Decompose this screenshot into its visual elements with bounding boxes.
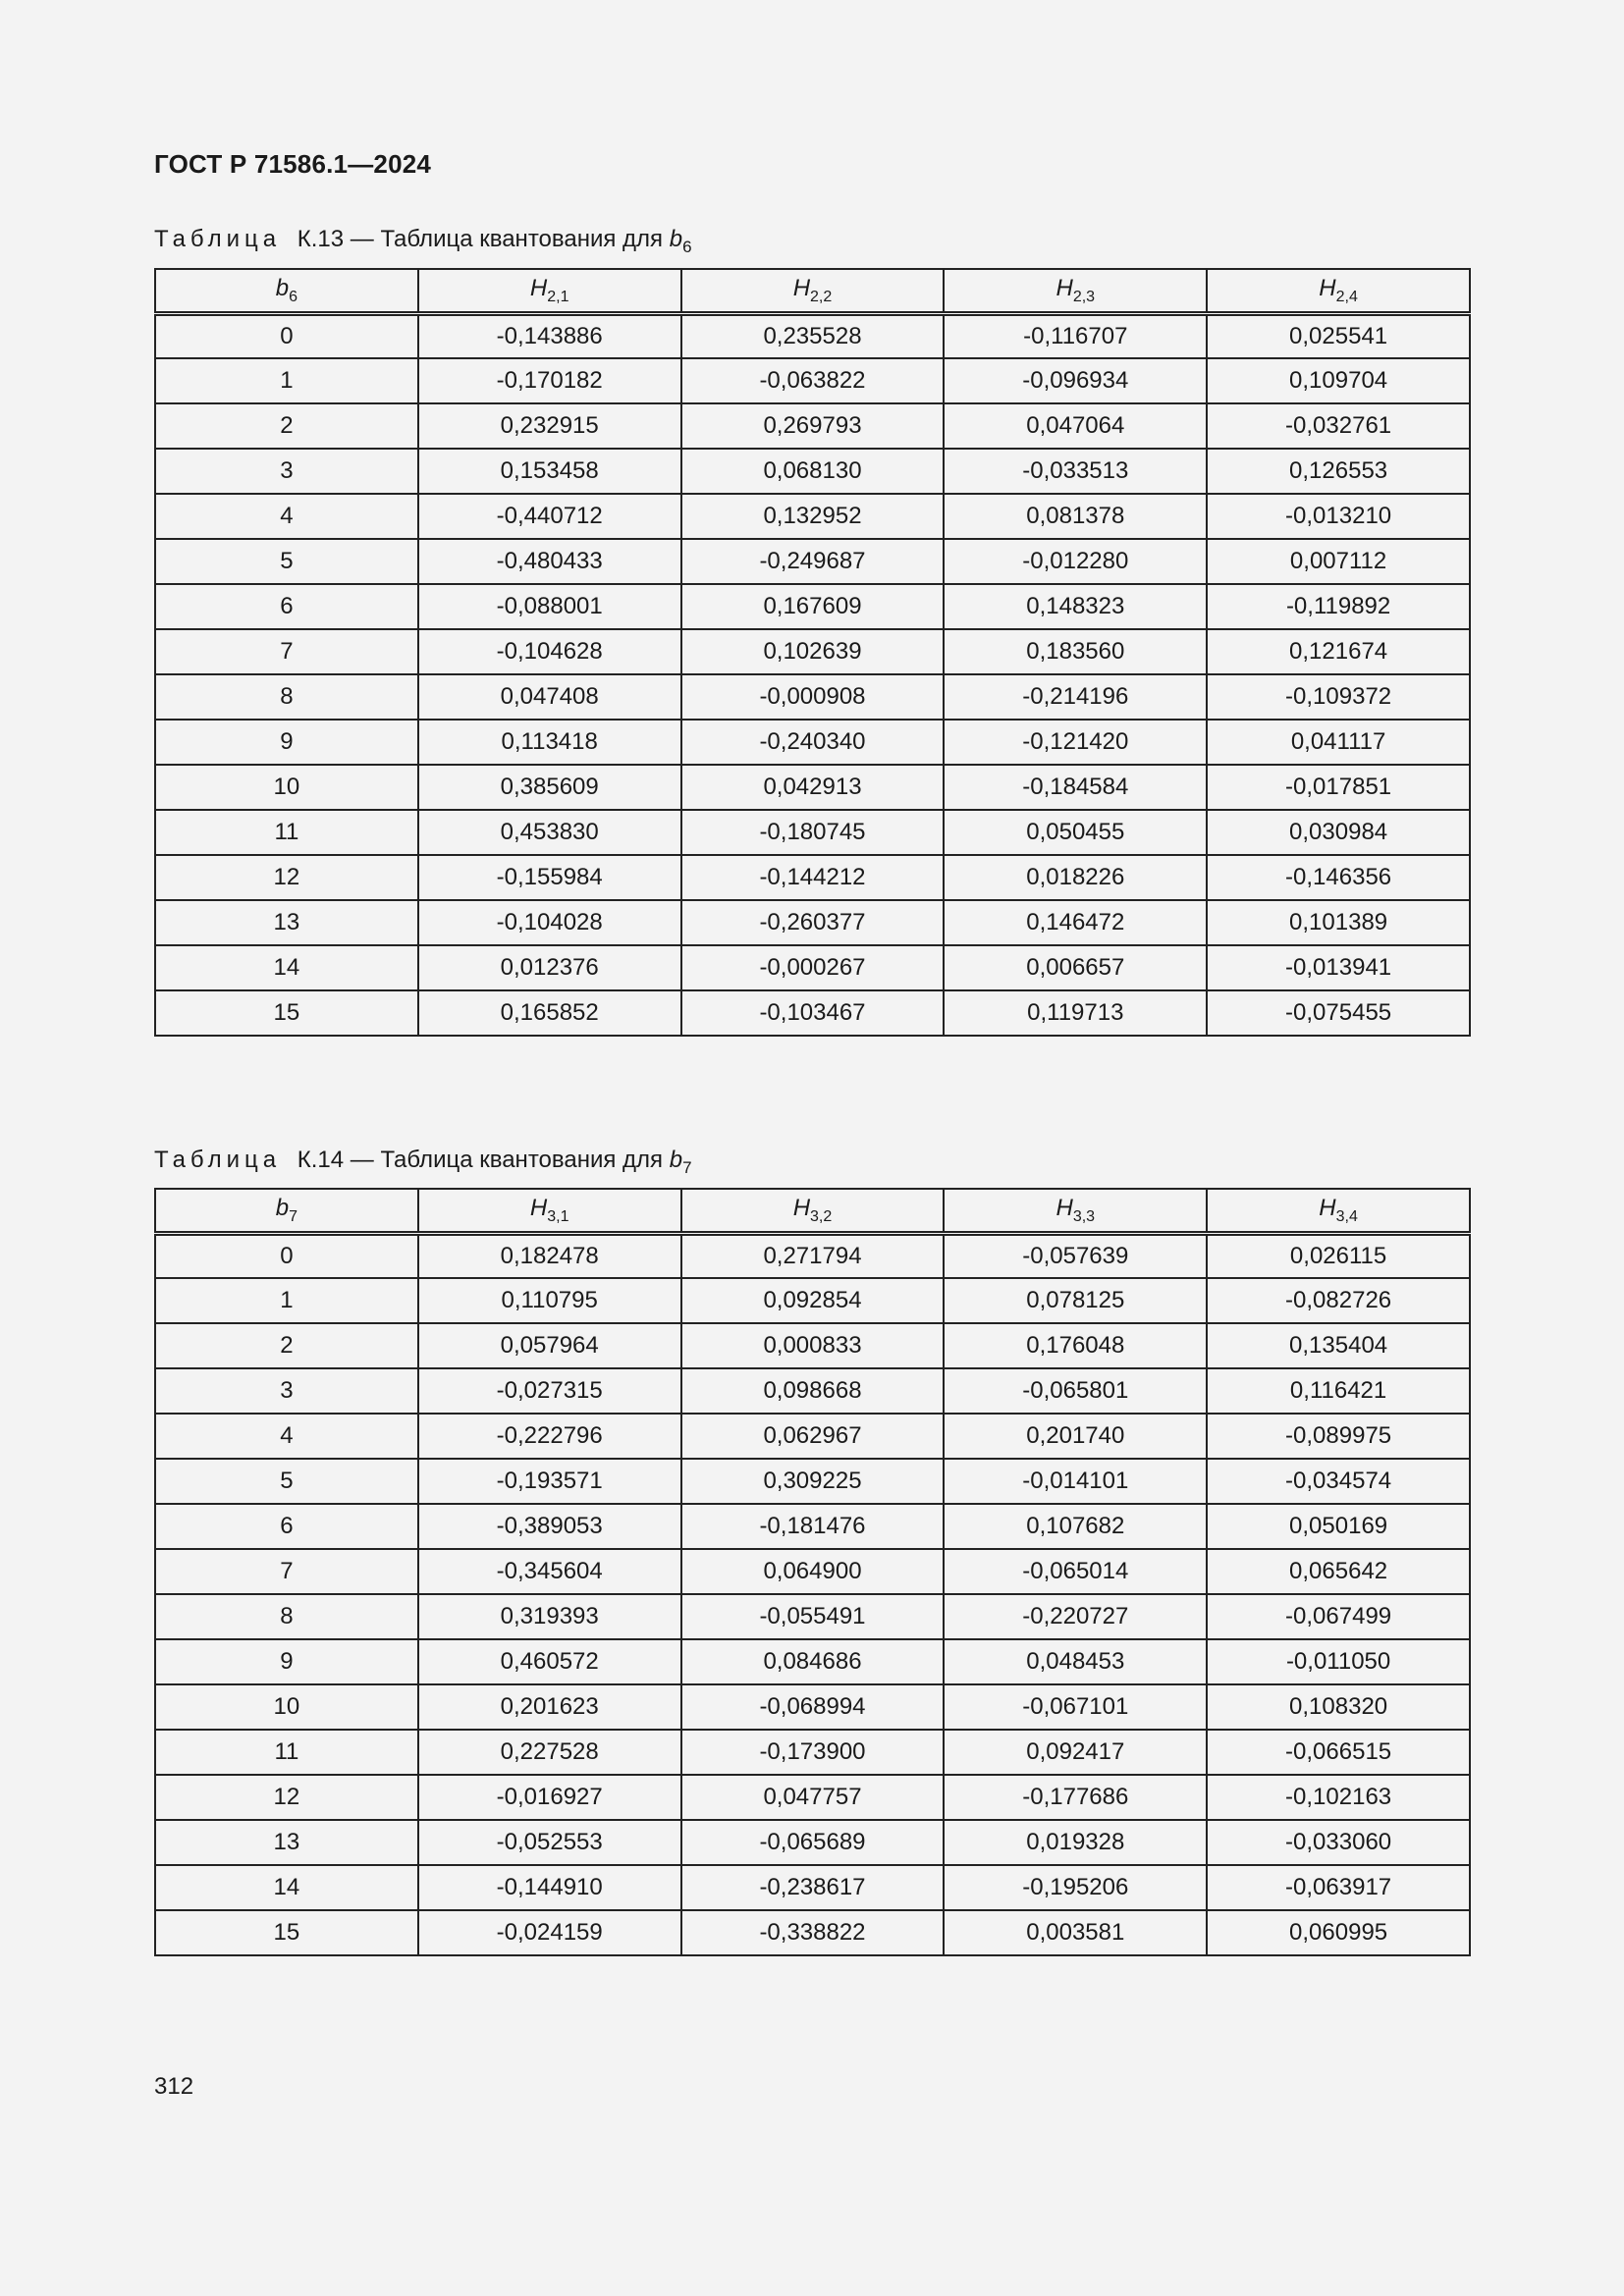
table-row (155, 1278, 1470, 1323)
column-header-subscript: 3,2 (810, 1207, 833, 1225)
value-cell: 0,065642 (1207, 1549, 1470, 1594)
table-row (155, 1820, 1470, 1865)
value-cell: 0,232915 (418, 403, 681, 449)
column-header-subscript: 2,2 (810, 288, 833, 305)
table-row (155, 1865, 1470, 1910)
value-cell: -0,000267 (681, 945, 945, 990)
value-cell: 0,132952 (681, 494, 945, 539)
table-row (155, 945, 1470, 990)
value-cell: 0,062967 (681, 1414, 945, 1459)
value-cell: 0,309225 (681, 1459, 945, 1504)
index-cell: 4 (155, 494, 418, 539)
table-k14 (154, 1188, 1471, 1956)
value-cell: -0,055491 (681, 1594, 945, 1639)
table-row (155, 720, 1470, 765)
table-row (155, 900, 1470, 945)
column-header (1207, 1189, 1470, 1233)
table-row (155, 449, 1470, 494)
column-header-symbol: H (1319, 1194, 1336, 1221)
value-cell: 0,102639 (681, 629, 945, 674)
table-k14-caption (154, 1147, 692, 1178)
column-header-symbol: H (792, 274, 811, 301)
value-cell: 0,057964 (418, 1323, 681, 1368)
value-cell: 0,030984 (1207, 810, 1470, 855)
value-cell: -0,024159 (418, 1910, 681, 1955)
table-row (155, 1910, 1470, 1955)
value-cell: 0,081378 (944, 494, 1207, 539)
column-header-subscript: 3,4 (1335, 1207, 1358, 1225)
value-cell: 0,025541 (1207, 313, 1470, 358)
value-cell: -0,103467 (681, 990, 945, 1036)
table-header-row (155, 1189, 1470, 1233)
table-k13-caption (154, 226, 692, 257)
column-header-symbol: H (1056, 1194, 1073, 1221)
value-cell: -0,032761 (1207, 403, 1470, 449)
table-row (155, 990, 1470, 1036)
column-header (155, 1189, 418, 1233)
value-cell: -0,065801 (944, 1368, 1207, 1414)
value-cell: -0,260377 (681, 900, 945, 945)
value-cell: 0,113418 (418, 720, 681, 765)
value-cell: 0,026115 (1207, 1233, 1470, 1278)
value-cell: -0,012280 (944, 539, 1207, 584)
value-cell: -0,013941 (1207, 945, 1470, 990)
column-header-subscript: 2,3 (1072, 288, 1096, 305)
index-cell: 8 (155, 1594, 418, 1639)
column-header-subscript: 3,1 (547, 1207, 569, 1225)
value-cell: 0,460572 (418, 1639, 681, 1684)
value-cell: -0,034574 (1207, 1459, 1470, 1504)
value-cell: 0,146472 (944, 900, 1207, 945)
value-cell: -0,177686 (944, 1775, 1207, 1820)
value-cell: 0,121674 (1207, 629, 1470, 674)
value-cell: -0,000908 (681, 674, 945, 720)
value-cell: -0,014101 (944, 1459, 1207, 1504)
index-cell: 13 (155, 1820, 418, 1865)
value-cell: -0,345604 (418, 1549, 681, 1594)
table-row (155, 584, 1470, 629)
value-cell: 0,148323 (944, 584, 1207, 629)
value-cell: 0,153458 (418, 449, 681, 494)
table-row (155, 1730, 1470, 1775)
value-cell: 0,126553 (1207, 449, 1470, 494)
value-cell: -0,109372 (1207, 674, 1470, 720)
value-cell: -0,173900 (681, 1730, 945, 1775)
column-header-symbol: H (792, 1194, 811, 1221)
index-cell: 8 (155, 674, 418, 720)
table-row (155, 494, 1470, 539)
index-cell: 7 (155, 629, 418, 674)
value-cell: 0,235528 (681, 313, 945, 358)
value-cell: -0,104628 (418, 629, 681, 674)
value-cell: -0,184584 (944, 765, 1207, 810)
value-cell: -0,214196 (944, 674, 1207, 720)
caption-symbol-sub: 7 (682, 1158, 692, 1177)
value-cell: 0,006657 (944, 945, 1207, 990)
column-header-subscript: 6 (289, 288, 298, 305)
table-row (155, 403, 1470, 449)
index-cell: 12 (155, 1775, 418, 1820)
column-header-subscript: 3,3 (1072, 1207, 1096, 1225)
column-header (681, 269, 945, 313)
table-row (155, 1549, 1470, 1594)
value-cell: -0,033060 (1207, 1820, 1470, 1865)
value-cell: -0,240340 (681, 720, 945, 765)
column-header-subscript: 2,1 (547, 288, 569, 305)
value-cell: 0,098668 (681, 1368, 945, 1414)
value-cell: -0,119892 (1207, 584, 1470, 629)
index-cell: 5 (155, 1459, 418, 1504)
value-cell: -0,220727 (944, 1594, 1207, 1639)
value-cell: -0,066515 (1207, 1730, 1470, 1775)
value-cell: 0,271794 (681, 1233, 945, 1278)
index-cell: 15 (155, 1910, 418, 1955)
table-row (155, 1639, 1470, 1684)
value-cell: 0,048453 (944, 1639, 1207, 1684)
index-cell: 15 (155, 990, 418, 1036)
value-cell: -0,121420 (944, 720, 1207, 765)
index-cell: 7 (155, 1549, 418, 1594)
value-cell: 0,201740 (944, 1414, 1207, 1459)
column-header-subscript: 2,4 (1335, 288, 1358, 305)
table-row (155, 1414, 1470, 1459)
index-cell: 11 (155, 1730, 418, 1775)
value-cell: 0,135404 (1207, 1323, 1470, 1368)
index-cell: 10 (155, 1684, 418, 1730)
value-cell: 0,047757 (681, 1775, 945, 1820)
value-cell: -0,057639 (944, 1233, 1207, 1278)
table-row (155, 1323, 1470, 1368)
value-cell: -0,075455 (1207, 990, 1470, 1036)
value-cell: 0,182478 (418, 1233, 681, 1278)
value-cell: 0,068130 (681, 449, 945, 494)
value-cell: -0,440712 (418, 494, 681, 539)
column-header (944, 1189, 1207, 1233)
value-cell: 0,019328 (944, 1820, 1207, 1865)
value-cell: 0,227528 (418, 1730, 681, 1775)
index-cell: 10 (155, 765, 418, 810)
value-cell: 0,385609 (418, 765, 681, 810)
caption-word: Таблица (154, 226, 282, 252)
table-row (155, 629, 1470, 674)
value-cell: 0,165852 (418, 990, 681, 1036)
index-cell: 3 (155, 1368, 418, 1414)
index-cell: 11 (155, 810, 418, 855)
value-cell: -0,222796 (418, 1414, 681, 1459)
value-cell: -0,027315 (418, 1368, 681, 1414)
value-cell: -0,067499 (1207, 1594, 1470, 1639)
value-cell: -0,063917 (1207, 1865, 1470, 1910)
value-cell: -0,068994 (681, 1684, 945, 1730)
index-cell: 14 (155, 1865, 418, 1910)
caption-text: К.14 — Таблица квантования для (297, 1147, 664, 1173)
caption-symbol-letter: b (669, 1147, 683, 1173)
value-cell: -0,146356 (1207, 855, 1470, 900)
document-header: ГОСТ Р 71586.1—2024 (154, 149, 432, 179)
value-cell: 0,092417 (944, 1730, 1207, 1775)
value-cell: -0,144910 (418, 1865, 681, 1910)
value-cell: -0,013210 (1207, 494, 1470, 539)
value-cell: -0,338822 (681, 1910, 945, 1955)
value-cell: -0,089975 (1207, 1414, 1470, 1459)
value-cell: 0,003581 (944, 1910, 1207, 1955)
column-header (418, 269, 681, 313)
value-cell: -0,082726 (1207, 1278, 1470, 1323)
table-header-row (155, 269, 1470, 313)
value-cell: 0,183560 (944, 629, 1207, 674)
index-cell: 0 (155, 313, 418, 358)
table-row (155, 1594, 1470, 1639)
column-header-subscript: 7 (289, 1207, 298, 1225)
value-cell: -0,389053 (418, 1504, 681, 1549)
value-cell: 0,041117 (1207, 720, 1470, 765)
value-cell: -0,144212 (681, 855, 945, 900)
value-cell: -0,052553 (418, 1820, 681, 1865)
value-cell: -0,155984 (418, 855, 681, 900)
column-header-symbol: H (529, 274, 548, 301)
table-k13 (154, 268, 1471, 1037)
value-cell: -0,170182 (418, 358, 681, 403)
caption-word: Таблица (154, 1147, 282, 1173)
table-row (155, 855, 1470, 900)
value-cell: -0,063822 (681, 358, 945, 403)
value-cell: -0,249687 (681, 539, 945, 584)
column-header-symbol: H (529, 1194, 548, 1221)
column-header-symbol: H (1319, 274, 1336, 301)
value-cell: -0,143886 (418, 313, 681, 358)
value-cell: -0,088001 (418, 584, 681, 629)
column-header (155, 269, 418, 313)
caption-symbol-letter: b (669, 226, 683, 252)
value-cell: 0,116421 (1207, 1368, 1470, 1414)
value-cell: 0,092854 (681, 1278, 945, 1323)
index-cell: 2 (155, 403, 418, 449)
value-cell: 0,060995 (1207, 1910, 1470, 1955)
value-cell: 0,269793 (681, 403, 945, 449)
caption-text: К.13 — Таблица квантования для (297, 226, 664, 252)
value-cell: 0,078125 (944, 1278, 1207, 1323)
value-cell: -0,016927 (418, 1775, 681, 1820)
value-cell: 0,176048 (944, 1323, 1207, 1368)
value-cell: 0,453830 (418, 810, 681, 855)
table-row (155, 1684, 1470, 1730)
value-cell: 0,109704 (1207, 358, 1470, 403)
value-cell: -0,180745 (681, 810, 945, 855)
value-cell: 0,050169 (1207, 1504, 1470, 1549)
value-cell: 0,319393 (418, 1594, 681, 1639)
index-cell: 0 (155, 1233, 418, 1278)
caption-symbol-sub: 6 (682, 238, 692, 256)
value-cell: 0,000833 (681, 1323, 945, 1368)
value-cell: 0,167609 (681, 584, 945, 629)
value-cell: 0,084686 (681, 1639, 945, 1684)
index-cell: 1 (155, 358, 418, 403)
value-cell: -0,480433 (418, 539, 681, 584)
value-cell: 0,110795 (418, 1278, 681, 1323)
value-cell: 0,012376 (418, 945, 681, 990)
value-cell: 0,018226 (944, 855, 1207, 900)
value-cell: 0,108320 (1207, 1684, 1470, 1730)
value-cell: -0,193571 (418, 1459, 681, 1504)
index-cell: 9 (155, 1639, 418, 1684)
index-cell: 6 (155, 584, 418, 629)
caption-symbol (669, 226, 692, 256)
value-cell: -0,104028 (418, 900, 681, 945)
table-row (155, 358, 1470, 403)
value-cell: -0,096934 (944, 358, 1207, 403)
value-cell: 0,047064 (944, 403, 1207, 449)
index-cell: 3 (155, 449, 418, 494)
table-row (155, 810, 1470, 855)
column-header (418, 1189, 681, 1233)
value-cell: -0,102163 (1207, 1775, 1470, 1820)
index-cell: 14 (155, 945, 418, 990)
value-cell: 0,047408 (418, 674, 681, 720)
value-cell: 0,042913 (681, 765, 945, 810)
table-row (155, 539, 1470, 584)
table-row (155, 1368, 1470, 1414)
index-cell: 12 (155, 855, 418, 900)
table-row (155, 1504, 1470, 1549)
index-cell: 13 (155, 900, 418, 945)
column-header-symbol: H (1056, 274, 1073, 301)
column-header-symbol: b (275, 1194, 290, 1221)
value-cell: -0,017851 (1207, 765, 1470, 810)
value-cell: 0,007112 (1207, 539, 1470, 584)
table-row (155, 1233, 1470, 1278)
value-cell: 0,119713 (944, 990, 1207, 1036)
value-cell: 0,107682 (944, 1504, 1207, 1549)
value-cell: 0,201623 (418, 1684, 681, 1730)
caption-symbol (669, 1147, 692, 1177)
value-cell: -0,065689 (681, 1820, 945, 1865)
value-cell: 0,064900 (681, 1549, 945, 1594)
value-cell: -0,195206 (944, 1865, 1207, 1910)
table-row (155, 1459, 1470, 1504)
table-row (155, 313, 1470, 358)
value-cell: -0,033513 (944, 449, 1207, 494)
index-cell: 1 (155, 1278, 418, 1323)
index-cell: 6 (155, 1504, 418, 1549)
index-cell: 4 (155, 1414, 418, 1459)
index-cell: 2 (155, 1323, 418, 1368)
value-cell: 0,050455 (944, 810, 1207, 855)
table-row (155, 765, 1470, 810)
value-cell: -0,238617 (681, 1865, 945, 1910)
value-cell: -0,065014 (944, 1549, 1207, 1594)
index-cell: 5 (155, 539, 418, 584)
column-header-symbol: b (275, 274, 290, 301)
value-cell: 0,101389 (1207, 900, 1470, 945)
table-row (155, 674, 1470, 720)
value-cell: -0,116707 (944, 313, 1207, 358)
column-header (681, 1189, 945, 1233)
value-cell: -0,011050 (1207, 1639, 1470, 1684)
page-number: 312 (154, 2073, 194, 2100)
table-row (155, 1775, 1470, 1820)
value-cell: -0,181476 (681, 1504, 945, 1549)
index-cell: 9 (155, 720, 418, 765)
column-header (1207, 269, 1470, 313)
value-cell: -0,067101 (944, 1684, 1207, 1730)
column-header (944, 269, 1207, 313)
